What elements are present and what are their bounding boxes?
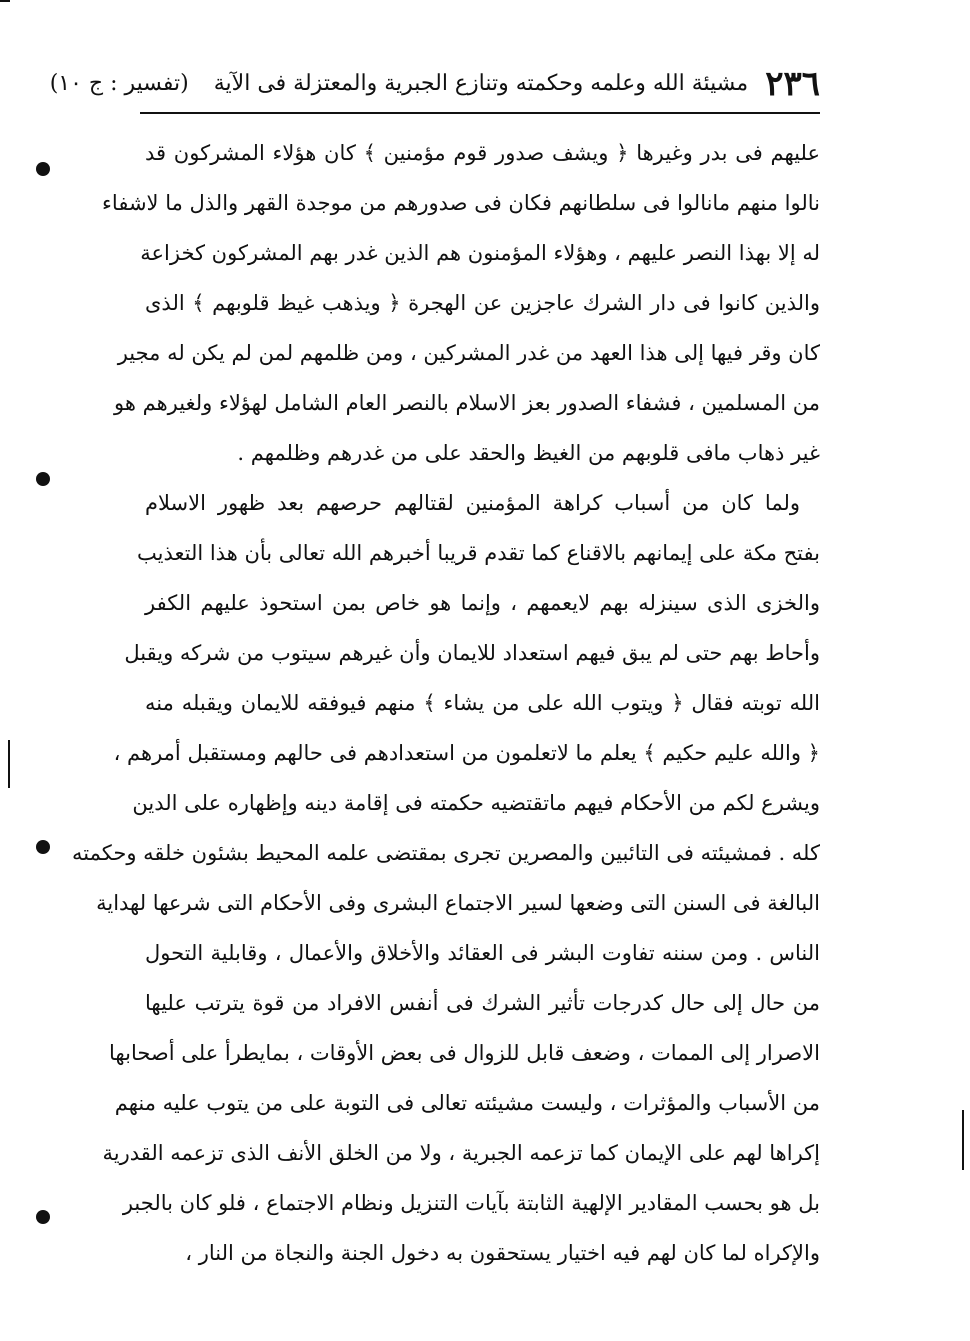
volume-reference: (تفسير : ج ١٠) bbox=[49, 71, 189, 96]
text-line: من الأسباب والمؤثرات ، وليست مشيئته تعالى فى التوبة على من يتوب عليه منهم bbox=[114, 1091, 820, 1115]
text-line: والخزى الذى سينزله بهم لايعمهم ، وإنما هو خاص بمن استحوذ عليهم الكفر bbox=[145, 591, 820, 615]
text-line: ﴿ والله عليم حكيم ﴾ يعلم ما لاتعلمون من استعدادهم فى حالهم ومستقبل أمرهم ، bbox=[113, 741, 820, 765]
text-line: والذين كانوا فى دار الشرك عاجزين عن الهجرة ﴿ ويذهب غيظ قلوبهم ﴾ الذى bbox=[145, 291, 820, 315]
text-line: وأحاط بهم حتى لم يبق فيهم استعداد للايمان وأن غيرهم سيتوب من شركه ويقبل bbox=[124, 641, 820, 665]
text-line: الله توبته فقال ﴿ ويتوب الله على من يشاء ﴾ منهم فيوفقه للايمان ويقبله منه bbox=[145, 691, 820, 715]
text-line: ويشرع لكم من الأحكام فيهم ماتقتضيه حكمته فى إقامة دينه وإظهاره على الدين bbox=[132, 791, 820, 815]
binding-hole-mark bbox=[36, 840, 50, 854]
page-header bbox=[49, 60, 820, 114]
text-line: الاصرار إلى الممات ، وضعف قابل للزوال فى بعض الأوقات ، بمايطرأ على أصحابها bbox=[109, 1041, 820, 1065]
text-line: البالغة فى السنن التى وضعها لسير الاجتماع البشرى وفى الأحكام التى شرعها لهداية bbox=[96, 891, 820, 915]
body-text bbox=[72, 128, 820, 1278]
binding-hole-mark bbox=[36, 162, 50, 176]
text-line: نالوا منهم مانالوا فى سلطانهم فكان فى صدورهم من موجدة القهر والذل ما لاشفاء bbox=[102, 191, 820, 215]
text-line: والإكراه لما كان لهم فيه اختيار يستحقون به دخول الجنة والنجاة من النار ، bbox=[185, 1241, 820, 1265]
text-line: من المسلمين ، فشفاء الصدور بعز الاسلام بالنصر العام الشامل لهؤلاء ولغيرهم هو bbox=[114, 391, 820, 415]
text-line: بفتح مكة على إيمانهم بالاقناع كما تقدم قريبا أخبرهم الله تعالى بأن هذا التعذيب bbox=[136, 541, 820, 565]
running-title: مشيئة الله وعلمه وحكمته وتنازع الجبرية والمعتزلة فى الآية bbox=[213, 71, 749, 96]
text-line: له إلا بهذا النصر عليهم ، وهؤلاء المؤمنون هم الذين غدر بهم المشركون كخزاعة bbox=[140, 241, 820, 265]
page-number: ٢٣٦ bbox=[765, 64, 820, 104]
text-line: غير ذهاب مافى قلوبهم من الغيظ والحقد على من غدرهم وظلمهم . bbox=[237, 441, 820, 465]
text-line: كان وقر فيها إلى هذا العهد من غدر المشركين ، ومن ظلمهم لمن لم يكن له مجير bbox=[117, 341, 820, 365]
text-line: بل هو بحسب المقادير الإلهية الثابتة بآيات التنزيل ونظام الاجتماع ، فلو كان بالجبر bbox=[122, 1191, 820, 1215]
binding-hole-mark bbox=[36, 472, 50, 486]
text-line: إكراها لهم على الإيمان كما تزعمه الجبرية ، ولا من الخلق الأنف الذى تزعمه القدرية bbox=[102, 1141, 820, 1165]
margin-scan-line bbox=[8, 740, 10, 788]
text-line: من حال إلى حال كدرجات تأثير الشرك فى أنفس الافراد من قوة يترتب عليها bbox=[145, 991, 820, 1015]
text-line: الناس . ومن سننه تفاوت البشر فى العقائد والأخلاق والأعمال ، وقابلية التحول bbox=[145, 941, 820, 965]
margin-scan-line bbox=[962, 1110, 964, 1170]
scan-corner-mark bbox=[0, 0, 10, 6]
binding-hole-mark bbox=[36, 1210, 50, 1224]
text-line: عليهم فى بدر وغيرها ﴿ ويشف صدور قوم مؤمنين ﴾ كان هؤلاء المشركون قد bbox=[145, 141, 820, 165]
text-line: ولما كان من أسباب كراهة المؤمنين لقتالهم حرصهم بعد ظهور الاسلام bbox=[145, 491, 800, 515]
text-line: كله . فمشيئته فى التائبين والمصرين تجرى بمقتضى علمه المحيط بشئون خلقه وحكمته bbox=[72, 841, 820, 865]
